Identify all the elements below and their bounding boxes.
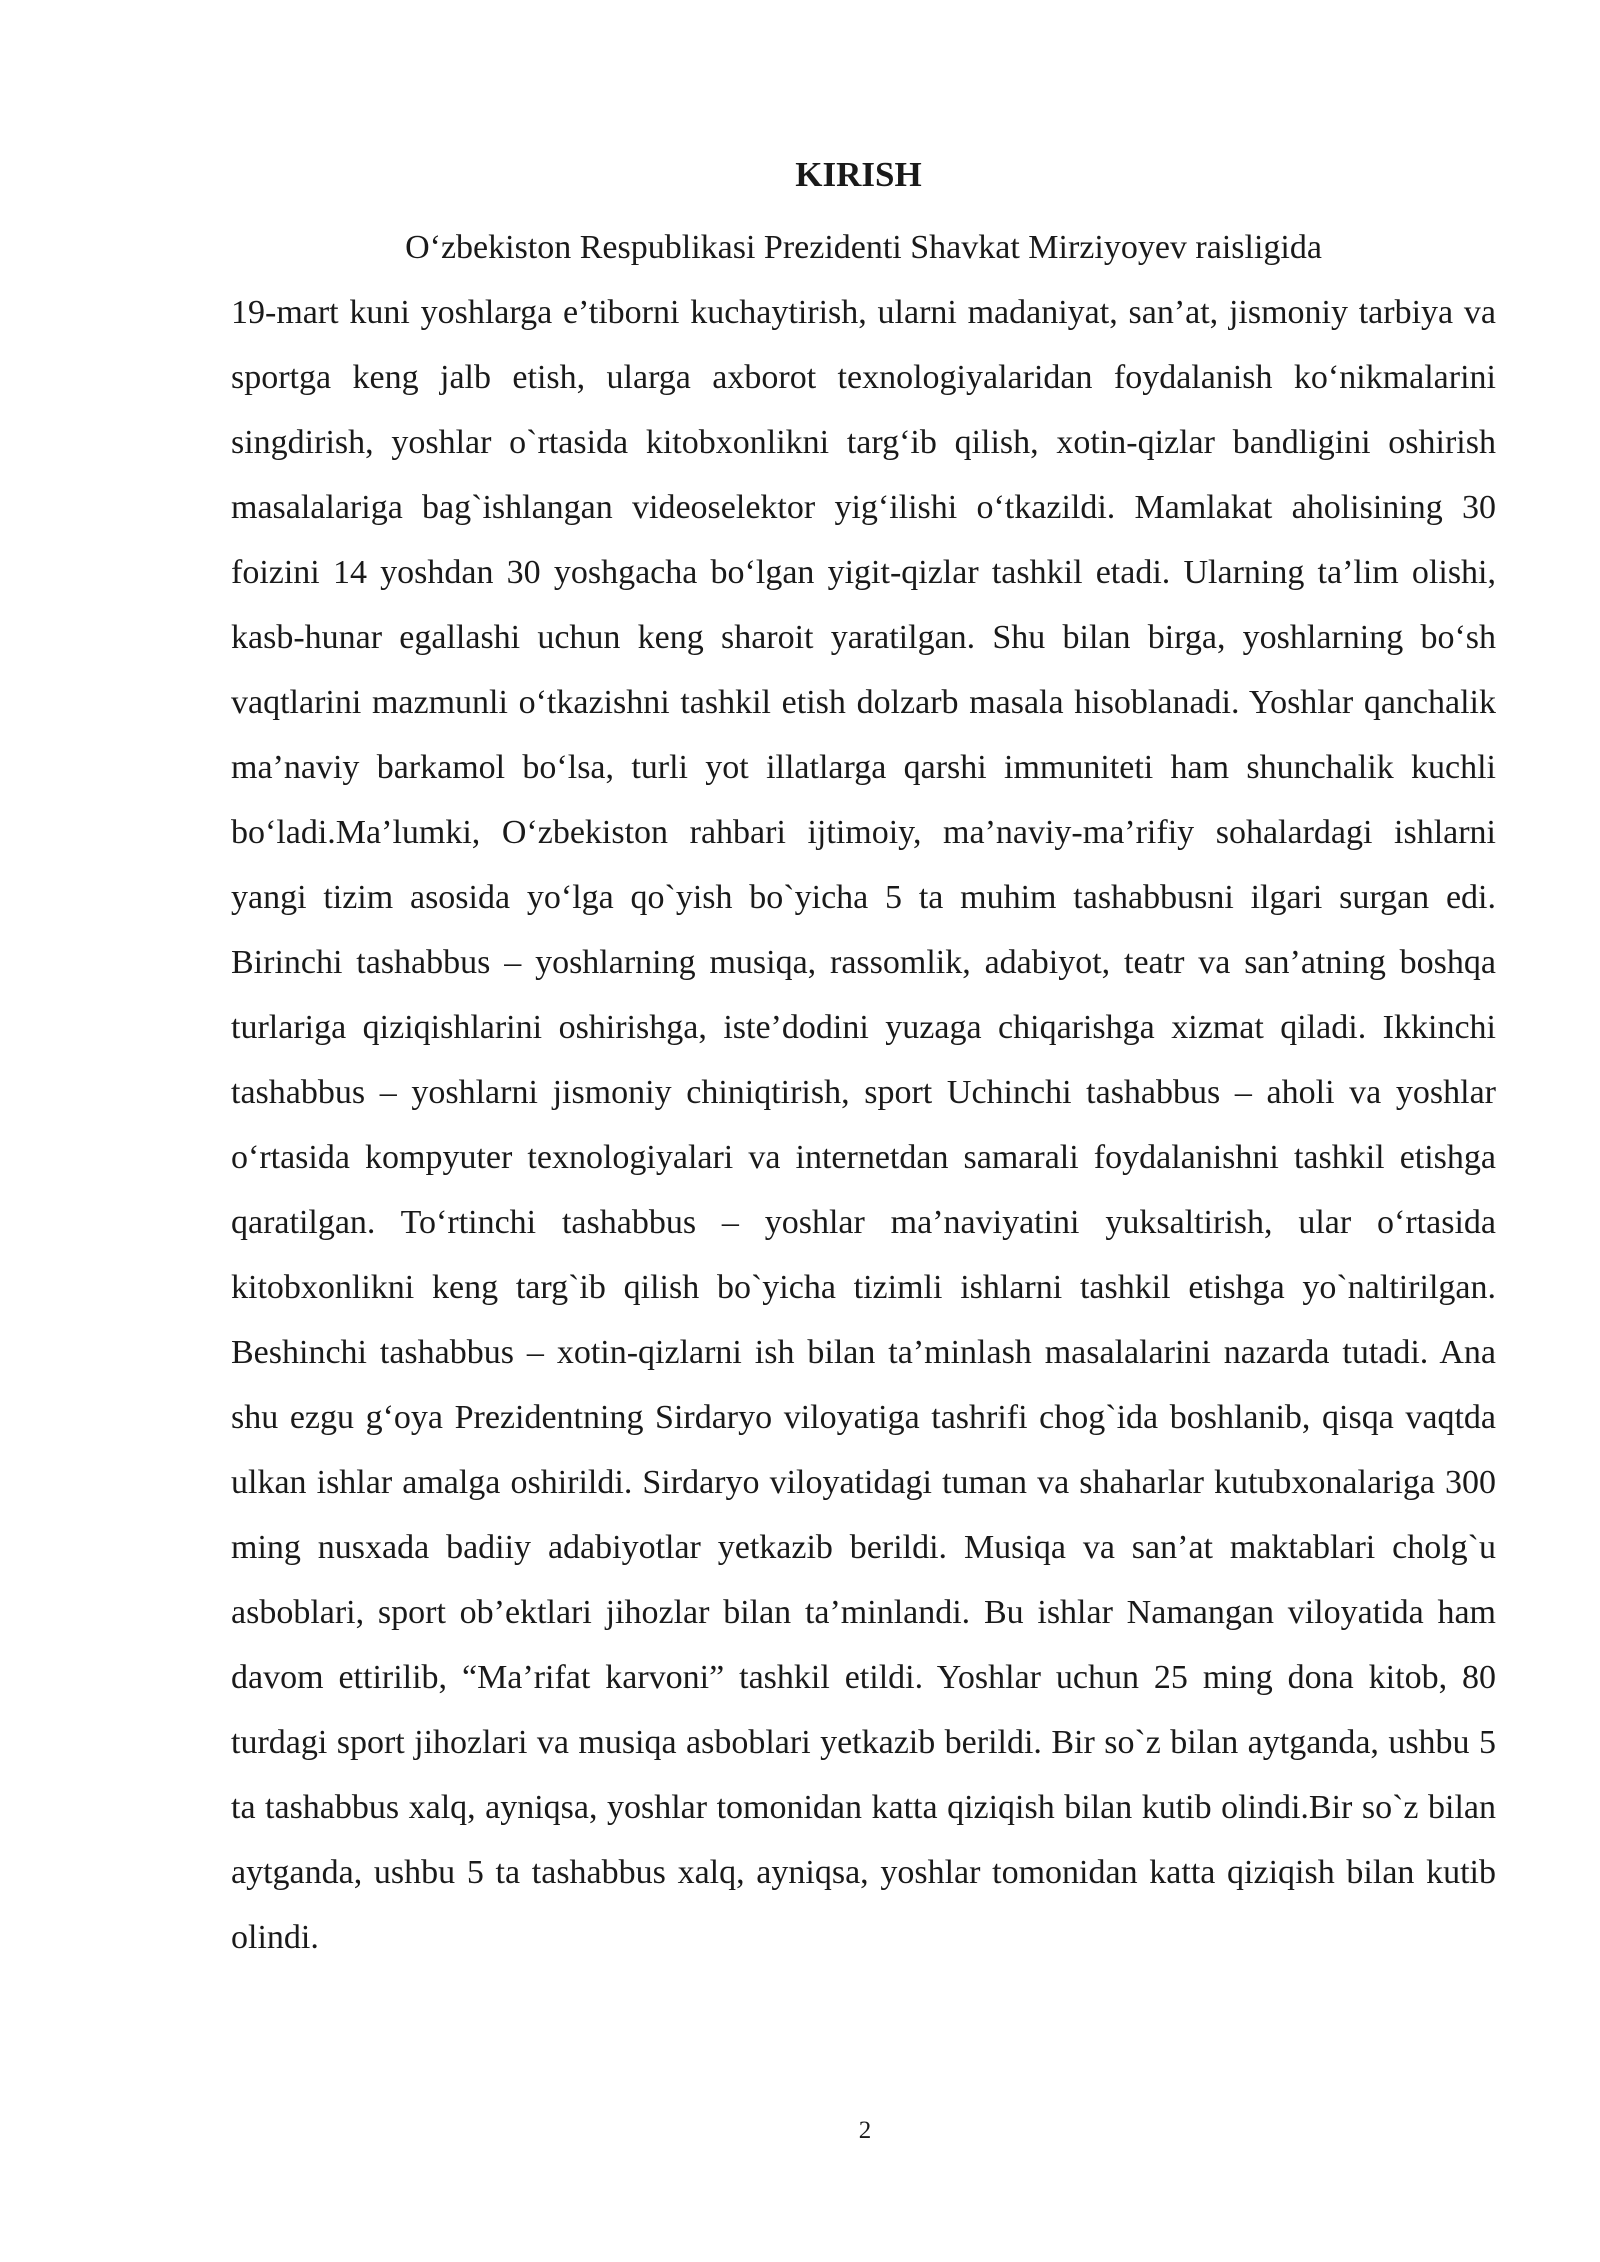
intro-line: O‘zbekiston Respublikasi Prezidenti Shavkat Mirziyoyev raisligida [405,229,1322,266]
text-block [231,215,1496,1970]
page-title: KIRISH [795,155,922,194]
body-paragraph: 19-mart kuni yoshlarga e’tiborni kuchaytirish, ularni madaniyat, san’at, jismoniy tarbiya va sportga keng jalb etish, ularga axborot texnologiyalaridan foydalanish ko‘nikmalarini singdirish, yoshlar o`rtasida kitobxonlikni targ‘ib qilish, xotin-qizlar bandligini oshirish masalalariga bag`ishlangan videoselektor yig‘ilishi o‘tkazildi. Mamlakat aholisining 30 foizini 14 yoshdan 30 yoshgacha bo‘lgan yigit-qizlar tashkil etadi. Ularning ta’lim olishi, kasb-hunar egallashi uchun keng sharoit yaratilgan. Shu bilan birga, yoshlarning bo‘sh vaqtlarini mazmunli o‘tkazishni tashkil etish dolzarb masala hisoblanadi. Yoshlar qanchalik ma’naviy barkamol bo‘lsa, turli yot illatlarga qarshi immuniteti ham shunchalik kuchli bo‘ladi.Ma’lumki, O‘zbekiston rahbari ijtimoiy, ma’naviy-ma’rifiy sohalardagi ishlarni yangi tizim asosida yo‘lga qo`yish bo`yicha 5 ta muhim tashabbusni ilgari surgan edi. Birinchi tashabbus – yoshlarning musiqa, rassomlik, adabiyot, teatr va san’atning boshqa turlariga qiziqishlarini oshirishga, iste’dodini yuzaga chiqarishga xizmat qiladi. Ikkinchi tashabbus – yoshlarni jismoniy chiniqtirish, sport Uchinchi tashabbus – aholi va yoshlar o‘rtasida kompyuter texnologiyalari va internetdan samarali foydalanishni tashkil etishga qaratilgan. To‘rtinchi tashabbus – yoshlar ma’naviyatini yuksaltirish, ular o‘rtasida kitobxonlikni keng targ`ib qilish bo`yicha tizimli ishlarni tashkil etishga yo`naltirilgan. Beshinchi tashabbus – xotin-qizlarni ish bilan ta’minlash masalalarini nazarda tutadi. Ana shu ezgu g‘oya Prezidentning Sirdaryo viloyatiga tashrifi chog`ida boshlanib, qisqa vaqtda ulkan ishlar amalga oshirildi. Sirdaryo viloyatidagi tuman va shaharlar kutubxonalariga 300 ming nusxada badiiy adabiyotlar yetkazib berildi. Musiqa va san’at maktablari cholg`u asboblari, sport ob’ektlari jihozlar bilan ta’minlandi. Bu ishlar Namangan viloyatida ham davom ettirilib, “Ma’rifat karvoni” tashkil etildi. Yoshlar uchun 25 ming dona kitob, 80 turdagi sport jihozlari va musiqa asboblari yetkazib berildi. Bir so`z bilan aytganda, ushbu 5 ta tashabbus xalq, ayniqsa, yoshlar tomonidan katta qiziqish bilan kutib olindi.Bir so`z bilan aytganda, ushbu 5 ta tashabbus xalq, ayniqsa, yoshlar tomonidan katta qiziqish bilan kutib olindi. [231,294,1496,1956]
page-number: 2 [858,2117,872,2144]
